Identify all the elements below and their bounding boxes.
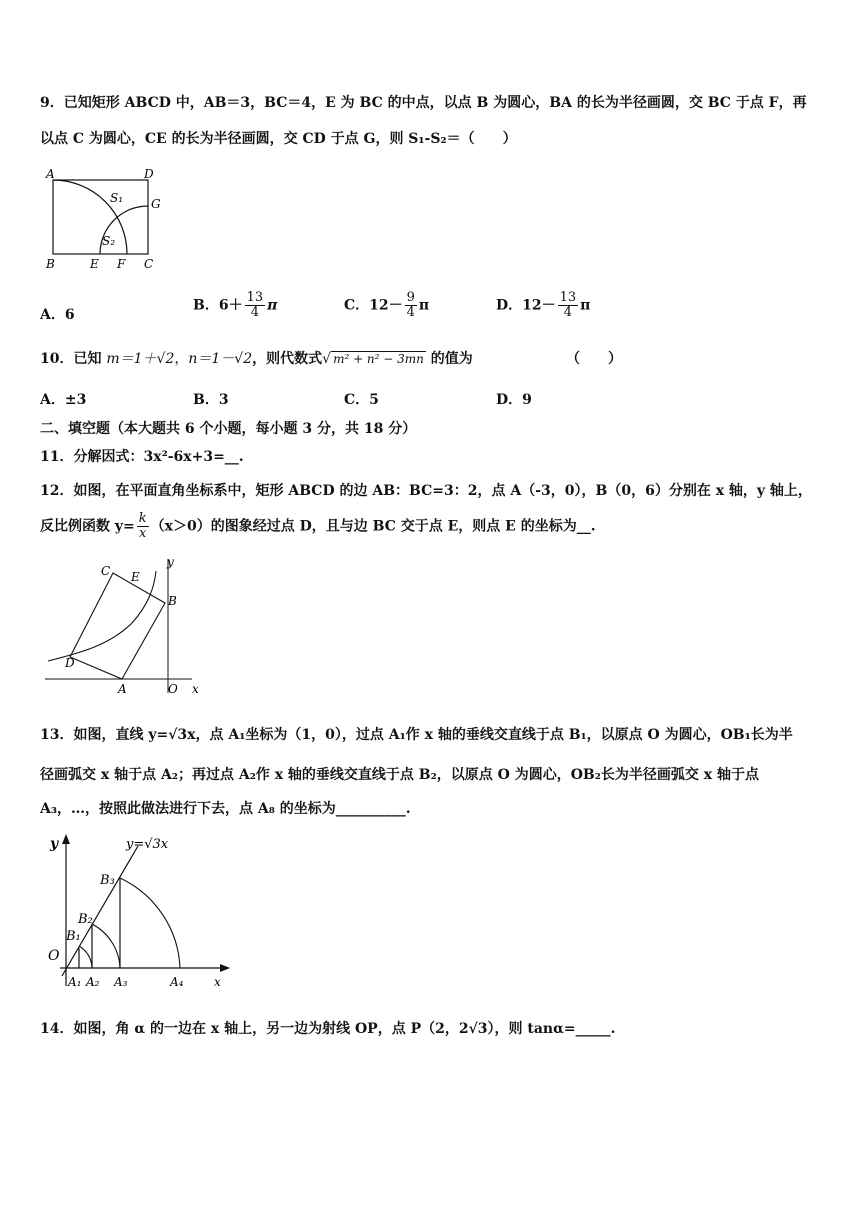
line-y-root3x — [62, 846, 138, 976]
q9-option-c: C．12－ $\frac{9}{4}$ π — [344, 290, 430, 320]
q9-option-a: A．6 — [40, 307, 75, 323]
arc-1 — [79, 946, 92, 968]
q14: 14．如图，角 α 的一边在 x 轴上，另一边为射线 OP，点 P（2，2√3），则 tanα=_____. — [40, 1021, 616, 1037]
q12-figure — [40, 553, 210, 701]
label-A4: A₄ — [170, 975, 184, 989]
label-A1: A₁ — [68, 975, 82, 989]
label-S1: S₁ — [110, 191, 124, 205]
q9-line2: 以点 C 为圆心，CE 的长为半径画圆，交 CD 于点 G，则 S₁-S₂＝（ ） — [40, 131, 517, 147]
q10-option-c: C．5 — [344, 392, 379, 408]
label-C: C — [144, 257, 154, 271]
arc-3 — [120, 878, 180, 968]
label-G: G — [151, 197, 161, 211]
label-A2: A₂ — [86, 975, 100, 989]
q13-figure — [40, 826, 240, 996]
label-y: y — [50, 836, 59, 852]
label-B2: B₂ — [78, 912, 93, 927]
label-B: B — [46, 257, 55, 271]
label-A3: A₃ — [114, 975, 128, 989]
q9-figure — [40, 166, 180, 274]
label-F: F — [117, 257, 126, 271]
label-A: A — [118, 682, 127, 696]
label-B1: B₁ — [66, 929, 81, 944]
label-O: O — [48, 948, 60, 964]
label-S2: S₂ — [102, 234, 116, 248]
q13-line2: 径画弧交 x 轴于点 A₂；再过点 A₂作 x 轴的垂线交直线于点 B₂，以原点 O 为圆心，OB₂长为半径画弧交 x 轴于点 — [40, 767, 759, 783]
label-D: D — [144, 167, 154, 181]
q10-paren: （ ） — [566, 351, 622, 367]
label-y: y — [167, 555, 174, 569]
q10-option-d: D．9 — [496, 392, 532, 408]
label-B: B — [168, 594, 177, 608]
rect-abcd — [53, 180, 148, 254]
q12-line1: 12．如图，在平面直角坐标系中，矩形 ABCD 的边 AB：BC=3：2，点 A（-3，0），B（0，6）分别在 x 轴，y 轴上， — [40, 483, 812, 499]
label-A: A — [46, 167, 55, 181]
label-x: x — [214, 975, 221, 989]
q9-option-b: B．6＋ $\frac{13}{4}$ π — [193, 290, 278, 320]
q10-stem: 10．已知 m＝1＋√2，n＝1－√2，则代数式√ m² + n² − 3mn 的值为 — [40, 351, 473, 367]
q9-line1: 9．已知矩形 ABCD 中，AB＝3，BC＝4，E 为 BC 的中点，以点 B 为圆心，BA 的长为半径画圆，交 BC 于点 F，再 — [40, 95, 807, 111]
arc-2 — [92, 924, 120, 968]
label-x: x — [192, 682, 199, 696]
q12-line2: 反比例函数 y= $\frac{k}{x}$ （x＞0）的图象经过点 D，且与边 BC 交于点 E，则点 E 的坐标为__. — [40, 511, 596, 541]
q13-line3: A₃，…，按照此做法进行下去，点 A₈ 的坐标为__________. — [40, 801, 411, 817]
q13-line1: 13．如图，直线 y=√3x，点 A₁坐标为（1，0），过点 A₁作 x 轴的垂线交直线于点 B₁，以原点 O 为圆心，OB₁长为半 — [40, 727, 793, 743]
label-E: E — [131, 570, 140, 584]
q10-option-b: B．3 — [193, 392, 229, 408]
label-O: O — [168, 682, 178, 696]
section-title: 二、填空题（本大题共 6 个小题，每小题 3 分，共 18 分） — [40, 421, 417, 437]
label-eq: y=√3x — [126, 837, 169, 852]
label-B3: B₃ — [100, 873, 115, 888]
q9-option-d: D．12－ $\frac{13}{4}$ π — [496, 290, 591, 320]
q11: 11．分解因式：3x²-6x+3=__. — [40, 449, 244, 465]
label-D: D — [65, 656, 75, 670]
label-C: C — [101, 564, 111, 578]
q10-option-a: A．±3 — [40, 392, 87, 408]
rect-abcd-q12 — [70, 573, 165, 679]
label-E: E — [90, 257, 99, 271]
